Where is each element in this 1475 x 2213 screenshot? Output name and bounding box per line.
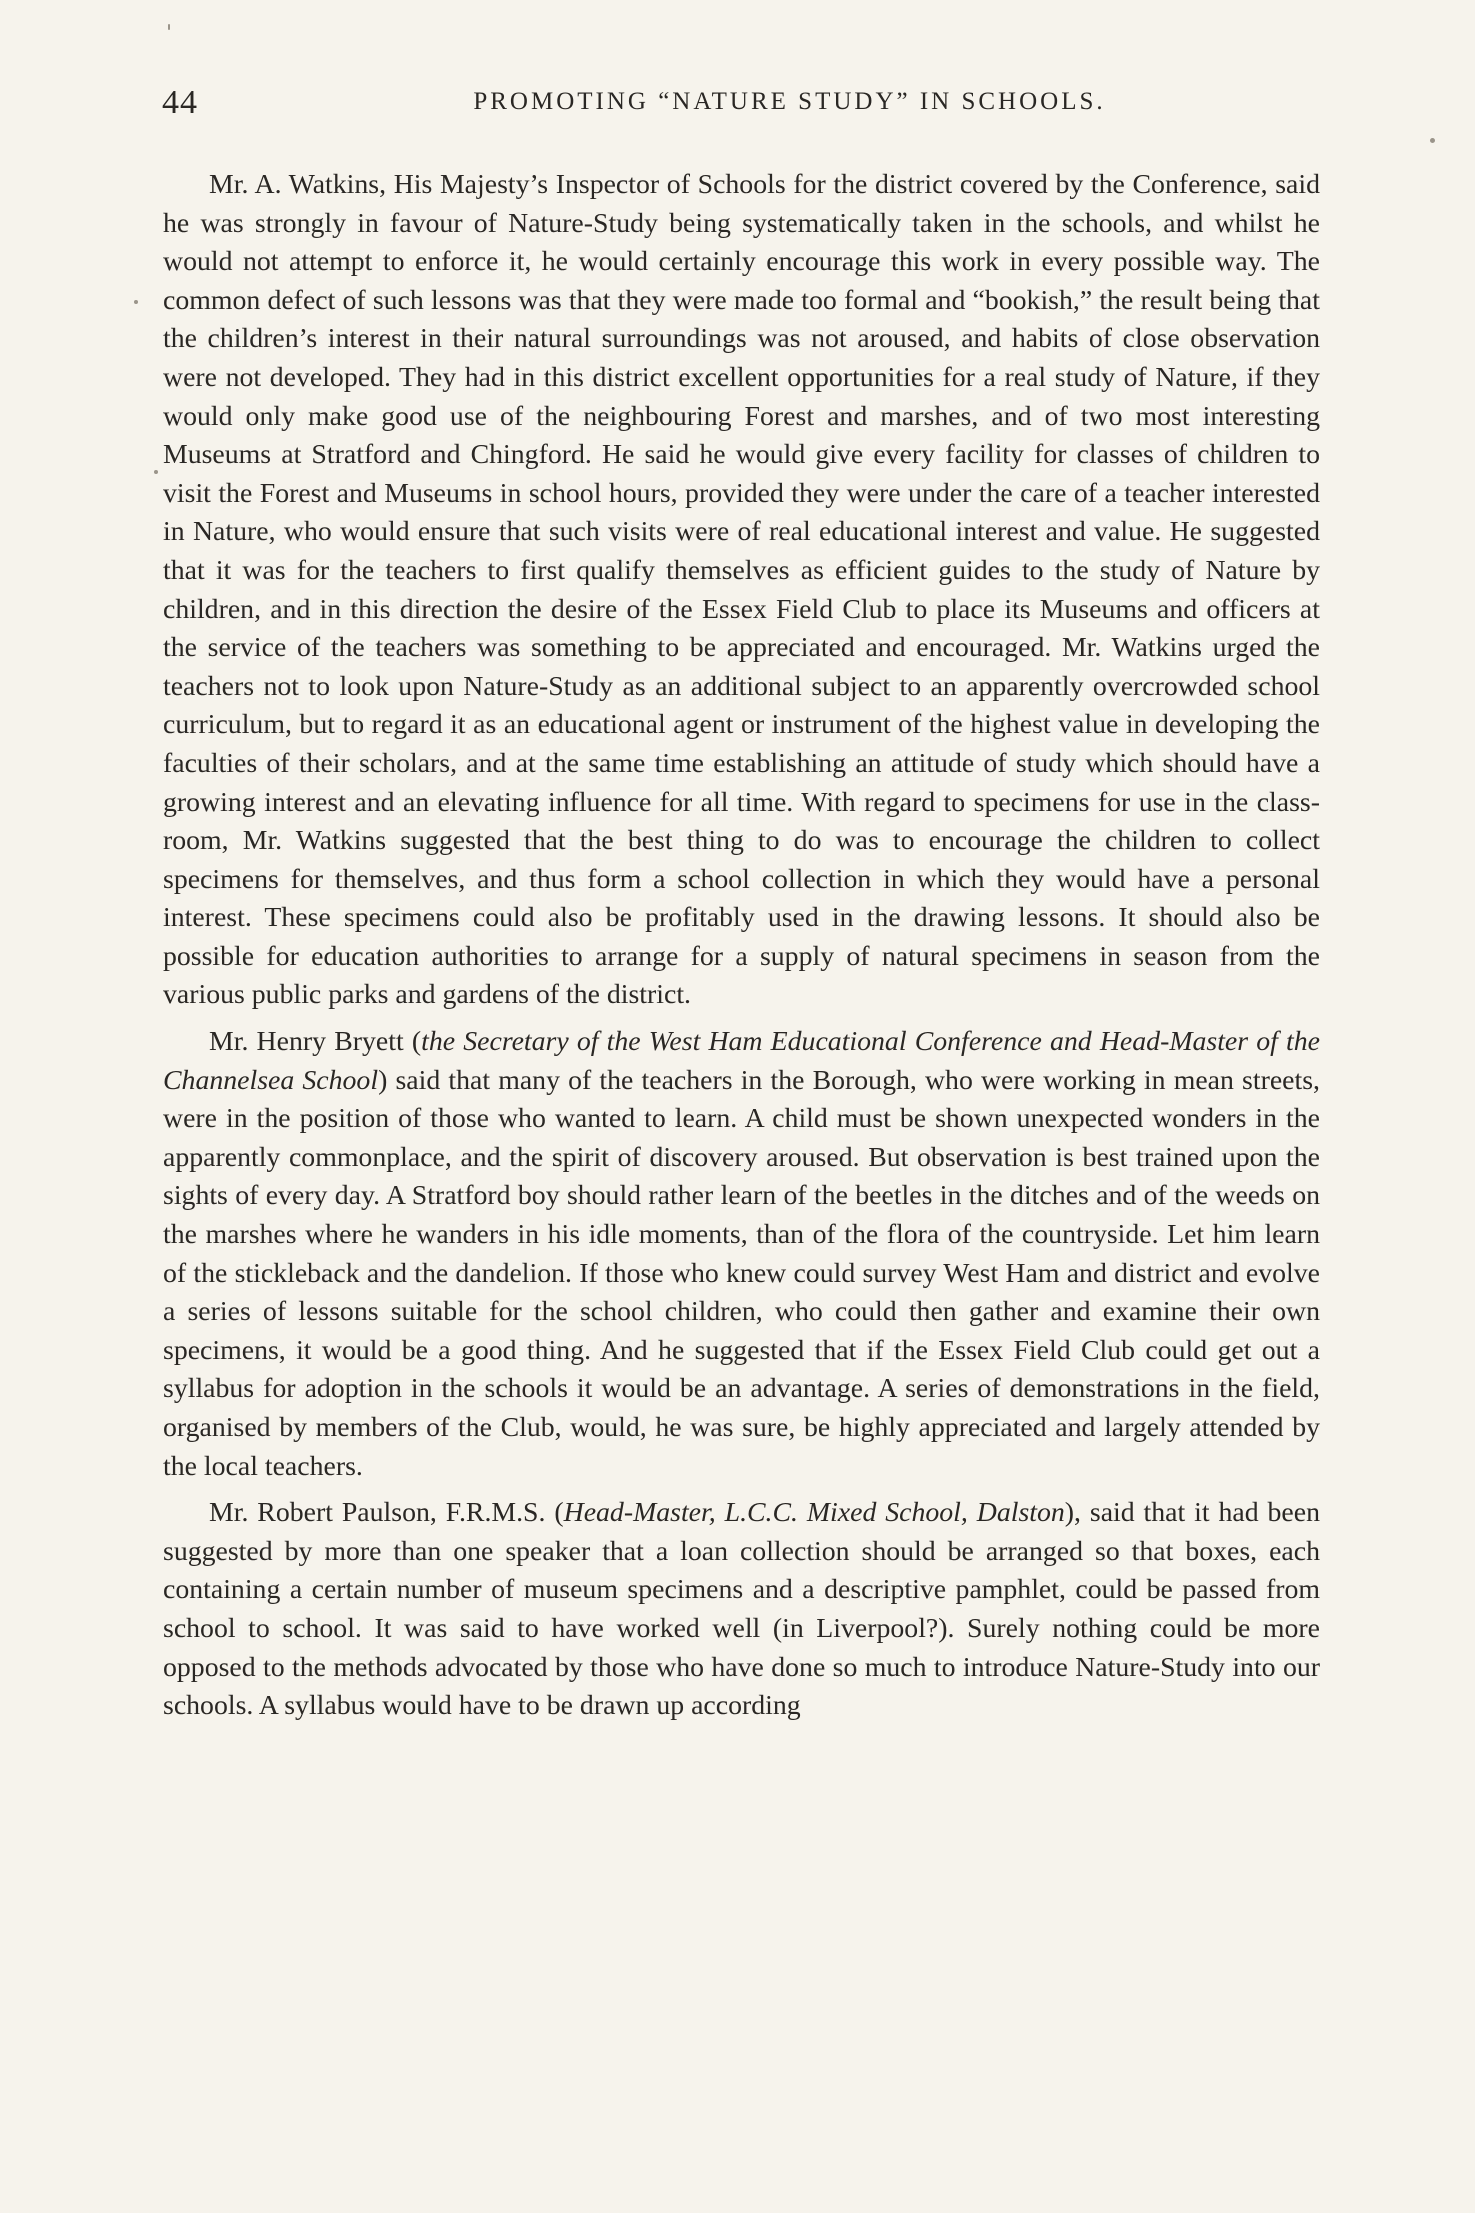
- running-head: [162, 84, 1317, 128]
- text-segment: Mr. Robert Paulson, F.R.M.S. (: [209, 1497, 564, 1529]
- italic-affiliation: the Secretary of the West Ham Educational Conference and Head-Master of the Channelsea School: [163, 1026, 1320, 1096]
- page-number: 44: [162, 84, 198, 121]
- text-segment: ) said that many of the teachers in the Borough, who were working in mean streets, were in the position of those who wanted to learn. A child must be shown unexpected wonders in the apparently commonplace, and the spirit of discovery aroused. But observation is best trained upon the sights of every day. A Stratford boy should rather learn of the beetles in the ditches and of the weeds on the marshes where he wanders in his idle moments, than of the flora of the countryside. Let him learn of the stickleback and the dandelion. If those who knew could survey West Ham and district and evolve a series of lessons suitable for the school children, who could then gather and examine their own specimens, it would be a good thing. And he suggested that if the Essex Field Club could get out a syllabus for adoption in the schools it would be an advantage. A series of demonstrations in the field, organised by members of the Club, would, he was sure, be highly appreciated and largely attended by the local teachers.: [163, 1064, 1320, 1482]
- italic-affiliation: Head-Master, L.C.C. Mixed School, Dalston: [563, 1497, 1065, 1529]
- scan-speck: [168, 24, 170, 30]
- body-text: [163, 166, 1320, 1726]
- paragraph-watkins: [163, 166, 1320, 1015]
- scan-speck: [134, 300, 138, 304]
- scan-speck: [1430, 138, 1435, 143]
- text-segment: ), said that it had been suggested by more than one speaker that a loan collection should be arranged so that boxes, each containing a certain number of museum specimens and a descriptive pamphlet, could be passed from school to school. It was said to have worked well (in Liverpool?). Surely nothing could be more opposed to the methods advocated by those who have done so much to introduce Nature-Study into our schools. A syllabus would have to be drawn up according: [163, 1497, 1320, 1722]
- text-segment: Mr. Henry Bryett (: [209, 1026, 422, 1058]
- paragraph-bryett: [163, 1023, 1320, 1486]
- running-title: PROMOTING “NATURE STUDY” IN SCHOOLS.: [473, 88, 1106, 115]
- text-segment: Mr. A. Watkins, His Majesty’s Inspector of Schools for the district covered by the Conference, said he was strongly in favour of Nature-Study being systematically taken in the schools, and whilst he would not attempt to enforce it, he would certainly encourage this work in every possible way. The common defect of such lessons was that they were made too formal and “bookish,” the result being that the children’s interest in their natural surroundings was not aroused, and habits of close observation were not developed. They had in this district excellent opportunities for a real study of Nature, if they would only make good use of the neighbouring Forest and marshes, and of two most interesting Museums at Stratford and Chingford. He said he would give every facility for classes of children to visit the Forest and Museums in school hours, provided they were under the care of a teacher interested in Nature, who would ensure that such visits were of real educational interest and value. He suggested that it was for the teachers to first qualify themselves as efficient guides to the study of Nature by children, and in this direction the desire of the Essex Field Club to place its Museums and officers at the service of the teachers was something to be appreciated and encouraged. Mr. Watkins urged the teachers not to look upon Nature-Study as an additional subject to an apparently overcrowded school curriculum, but to regard it as an educational agent or instrument of the highest value in developing the faculties of their scholars, and at the same time establishing an attitude of study which should have a growing interest and an elevating influence for all time. With regard to specimens for use in the class-room, Mr. Watkins suggested that the best thing to do was to encourage the children to collect specimens for themselves, and thus form a school collection in which they would have a personal interest. These specimens could also be profitably used in the drawing lessons. It should also be possible for education authorities to arrange for a supply of natural specimens in season from the various public parks and gardens of the district.: [163, 169, 1320, 1011]
- scan-speck: [154, 470, 158, 474]
- paragraph-paulson: [163, 1494, 1320, 1726]
